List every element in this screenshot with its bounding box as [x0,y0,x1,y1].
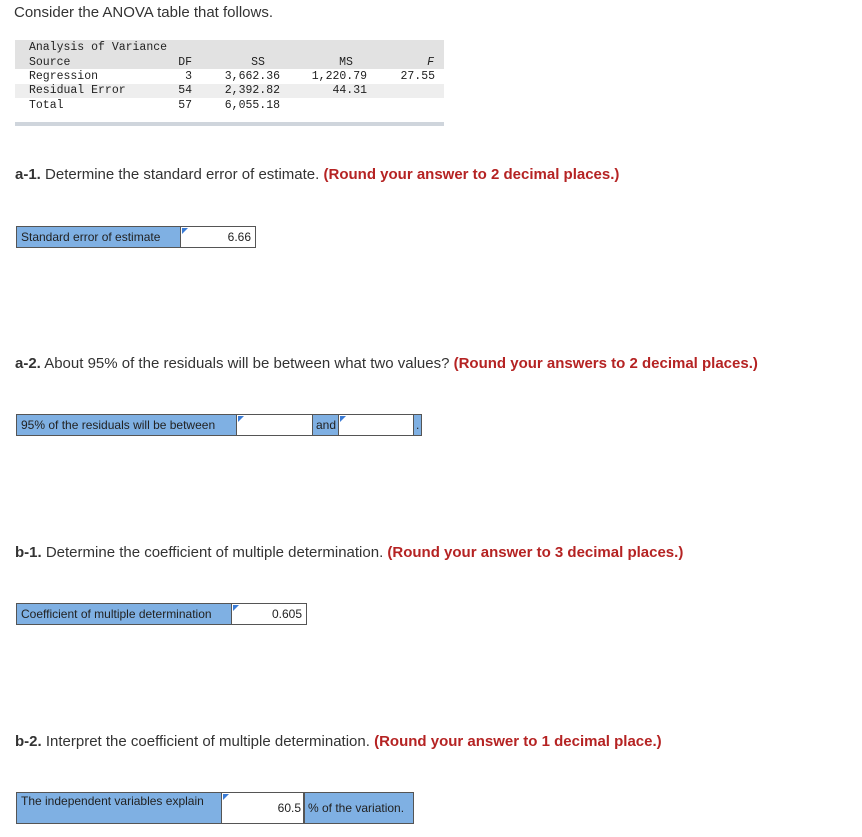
question-b1 [15,544,683,561]
row-f: 27.55 [400,70,435,83]
residuals-upper-input[interactable] [338,414,414,436]
question-b2-text: Interpret the coefficient of multiple determination. [41,733,375,750]
residuals-lower-input[interactable] [236,414,313,436]
period-cell: . [413,414,422,436]
header-ss: SS [251,56,265,69]
question-a1 [15,166,619,183]
header-df: DF [178,56,192,69]
row-source: Residual Error [29,84,126,97]
question-a1-number: a-1. [15,166,41,183]
row-df: 54 [178,84,192,97]
standard-error-input[interactable] [180,226,256,248]
row-df: 57 [178,99,192,112]
question-a2-hint: (Round your answers to 2 decimal places.) [453,355,758,372]
question-a2 [15,355,758,372]
row-source: Regression [29,70,99,83]
anova-bottom-rule [15,122,444,126]
question-a2-text: About 95% of the residuals will be between what two values? [40,355,454,372]
standard-error-value: 6.66 [227,230,251,244]
coefficient-input[interactable] [231,603,307,625]
question-a1-hint: (Round your answer to 2 decimal places.) [323,166,620,183]
interpretation-value: 60.5 [277,801,301,815]
interpretation-label: The independent variables explain [16,792,222,824]
answer-flag-icon [340,416,346,422]
question-b1-number: b-1. [15,544,42,561]
header-f: F [427,56,434,69]
header-ms: MS [339,56,353,69]
coefficient-value: 0.605 [271,607,302,621]
row-ms: 44.31 [332,84,367,97]
row-source: Total [29,99,64,112]
answer-flag-icon [238,416,244,422]
interpretation-value-wrap [221,792,305,824]
question-a2-number: a-2. [15,355,41,372]
row-ss: 2,392.82 [224,84,280,97]
and-label: and [312,414,339,436]
answer-flag-icon [233,605,239,611]
question-b2-hint: (Round your answer to 1 decimal place.) [374,733,662,750]
row-df: 3 [185,70,192,83]
row-ss: 6,055.18 [224,99,280,112]
question-a1-text: Determine the standard error of estimate. [40,166,324,183]
anova-title: Analysis of Variance [29,41,168,54]
intro-text: Consider the ANOVA table that follows. [14,4,274,21]
row-ms: 1,220.79 [311,70,367,83]
question-b2-number: b-2. [15,733,42,750]
residuals-range-label: 95% of the residuals will be between [16,414,237,436]
row-ss: 3,662.36 [224,70,280,83]
question-b1-hint: (Round your answer to 3 decimal places.) [387,544,684,561]
standard-error-label: Standard error of estimate [16,226,181,248]
question-b1-text: Determine the coefficient of multiple determination. [41,544,388,561]
anova-table [15,40,444,126]
variation-suffix: % of the variation. [304,792,414,824]
header-source: Source [29,56,71,69]
question-b2 [15,733,662,750]
coefficient-label: Coefficient of multiple determination [16,603,232,625]
answer-flag-icon [182,228,188,234]
